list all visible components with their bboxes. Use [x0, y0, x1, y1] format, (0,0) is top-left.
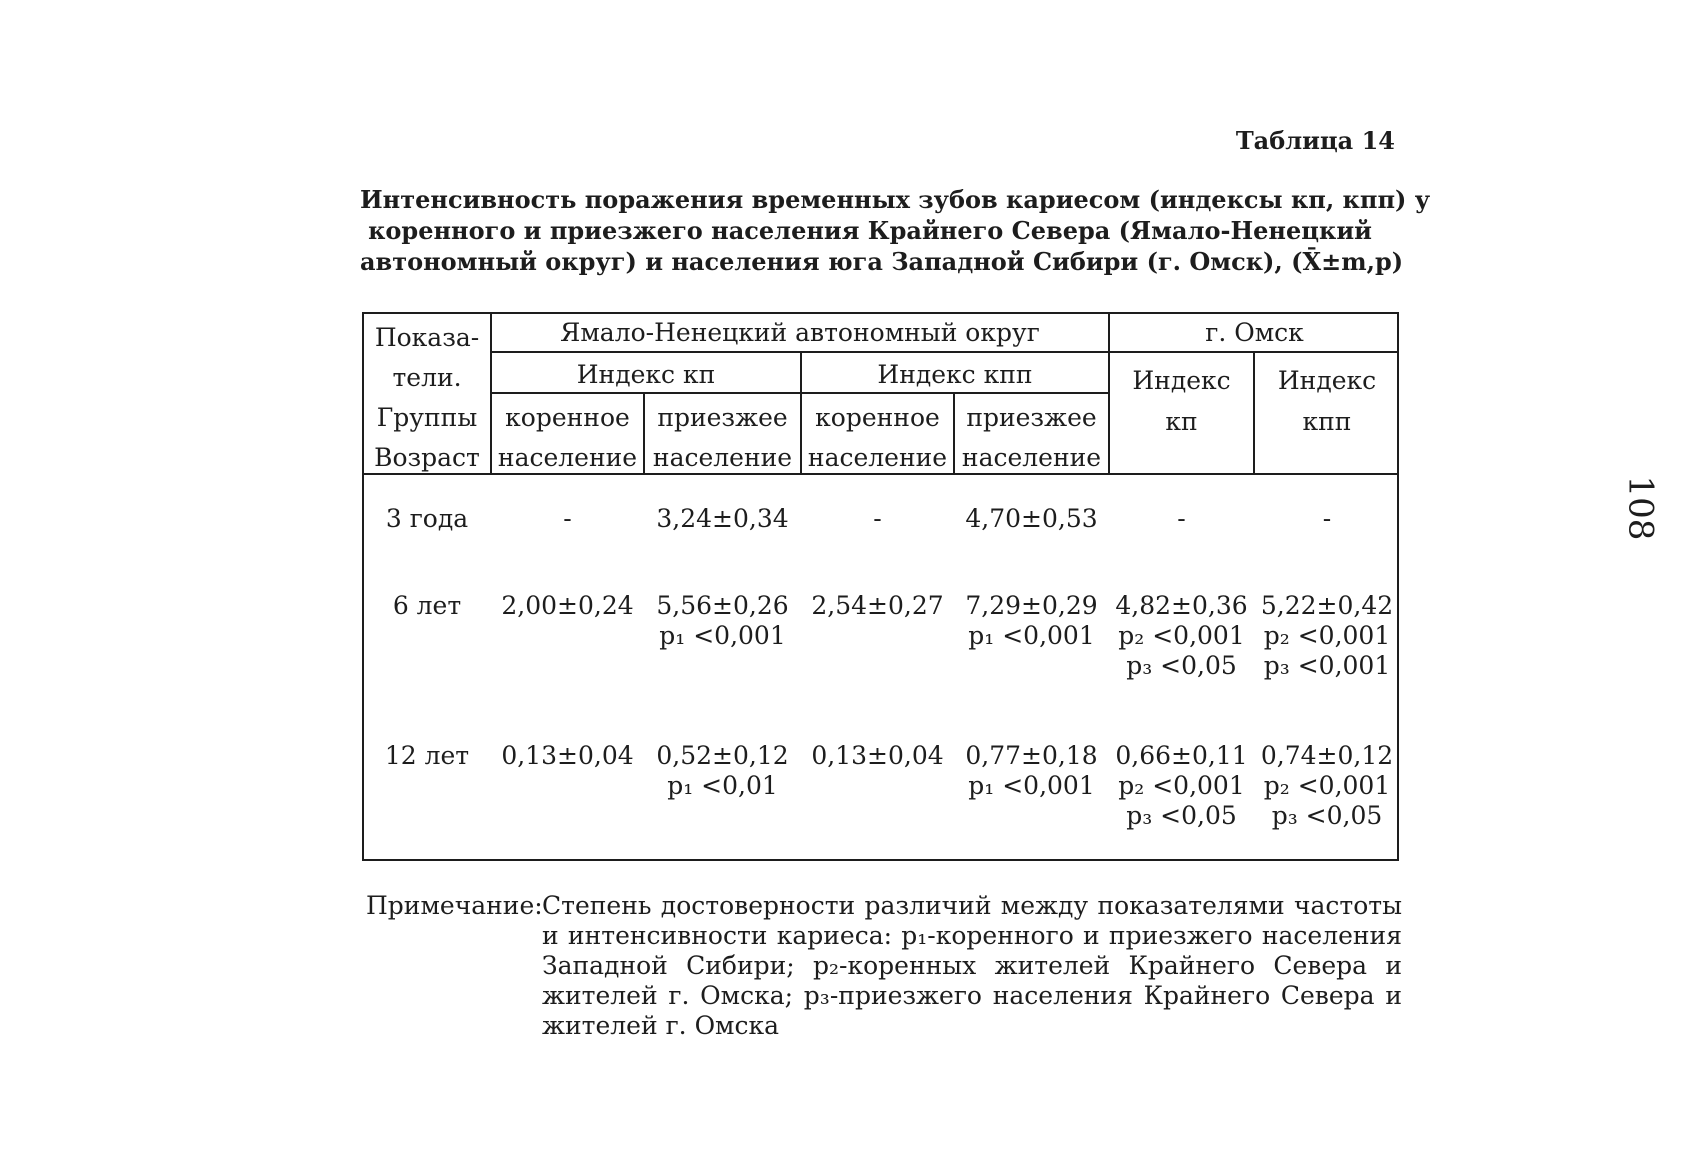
table-cell: 0,13±0,04	[811, 741, 944, 770]
table-cell: 0,74±0,12 p₂ <0,001 p₃ <0,05	[1260, 741, 1394, 830]
table-cell: -	[1322, 504, 1332, 533]
table-rule	[490, 351, 1399, 353]
note-text: Степень достоверности различий между показателями частоты и интенсивности кариеса: p₁-коренного и приезжего населения Западной Сибири; p₂-коренных жителей Крайнего Севера и жителей г. Омска; p₃-приезжего населения Крайнего Севера и жителей г. Омска	[542, 891, 1402, 1040]
table-cell: 2,00±0,24	[501, 591, 634, 620]
table-cell: 3,24±0,34	[656, 504, 789, 533]
table-cell: 2,54±0,27	[811, 591, 944, 620]
table-cell: 0,13±0,04	[501, 741, 634, 770]
row-age-label: 3 года	[385, 504, 469, 533]
table-cell: 0,77±0,18 p₁ <0,001	[965, 741, 1098, 800]
table-cell: 0,52±0,12 p₁ <0,01	[656, 741, 789, 800]
table-cell: 7,29±0,29 p₁ <0,001	[965, 591, 1098, 650]
table-cell: -	[1177, 504, 1186, 533]
caption-line: автономный округ) и населения юга Западной Сибири (г. Омск), (X̄±m,p)	[360, 247, 1404, 276]
header-newcomer-kpp: приезжее население	[961, 403, 1102, 472]
table-cell: -	[563, 504, 572, 533]
caption-line: коренного и приезжего населения Крайнего Севера (Ямало-Ненецкий	[368, 216, 1372, 245]
header-native-kpp: коренное население	[807, 403, 948, 472]
header-newcomer-kp: приезжее население	[652, 403, 793, 472]
note-label: Примечание:	[366, 891, 543, 920]
header-index-kpp: Индекс кпп	[877, 360, 1033, 389]
table-cell: 0,66±0,11 p₂ <0,001 p₃ <0,05	[1115, 741, 1248, 830]
row-age-label: 6 лет	[392, 591, 462, 620]
header-native-kp: коренное население	[497, 403, 638, 472]
header-omsk-kp: Индекс кп	[1132, 366, 1231, 436]
table-cell: 5,22±0,42 p₂ <0,001 p₃ <0,001	[1260, 591, 1394, 680]
table-cell: 4,70±0,53	[965, 504, 1098, 533]
header-region-omsk: г. Омск	[1205, 318, 1304, 347]
table-cell: -	[873, 504, 882, 533]
table-cell: 4,82±0,36 p₂ <0,001 p₃ <0,05	[1115, 591, 1248, 680]
table-label: Таблица 14	[1235, 126, 1395, 155]
header-region-yanao: Ямало-Ненецкий автономный округ	[560, 318, 1040, 347]
header-stub: Показа- тели. Группы Возраст	[374, 323, 480, 472]
header-index-kp: Индекс кп	[576, 360, 716, 389]
header-omsk-kpp: Индекс кпп	[1277, 366, 1377, 436]
page-number: 108	[1620, 475, 1661, 541]
table-caption	[360, 184, 1431, 277]
caption-line: Интенсивность поражения временных зубов кариесом (индексы кп, кпп) у	[360, 185, 1431, 214]
row-age-label: 12 лет	[384, 741, 470, 770]
table-cell: 5,56±0,26 p₁ <0,001	[656, 591, 789, 650]
